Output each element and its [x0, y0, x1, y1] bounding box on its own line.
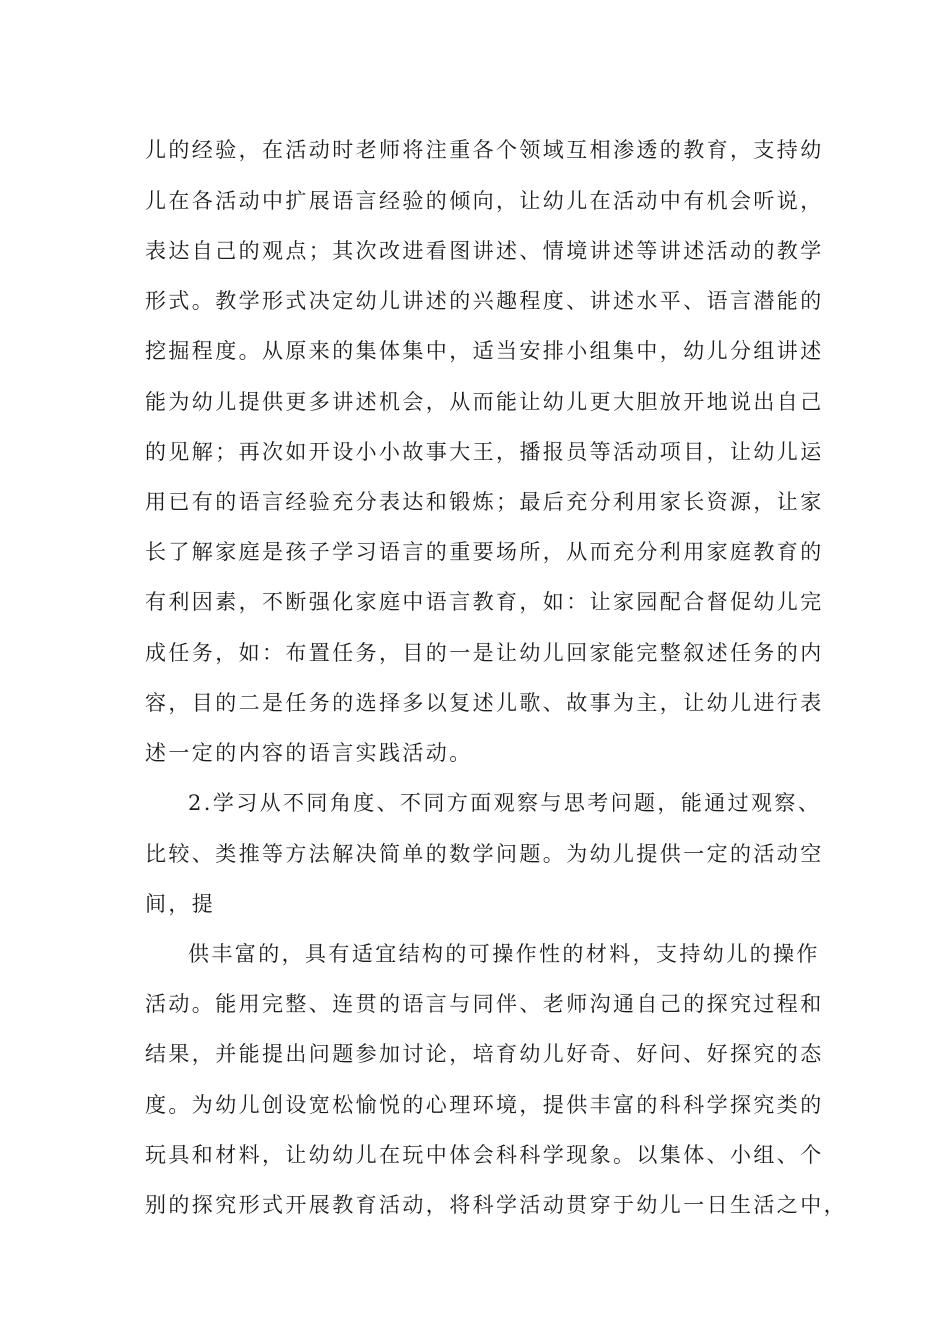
text-line: 表达自己的观点；其次改进看图讲述、情境讲述等讲述活动的教学	[145, 239, 824, 263]
text-line: 能为幼儿提供更多讲述机会，从而能让幼儿更大胆放开地说出自己	[145, 390, 824, 414]
text-line: 活动。能用完整、连贯的语言与同伴、老师沟通自己的探究过程和	[145, 992, 824, 1016]
text-line: 玩具和材料，让幼幼儿在玩中体会科科学现象。以集体、小组、个	[145, 1143, 824, 1167]
text-line: 有利因素，不断强化家庭中语言教育，如：让家园配合督促幼儿完	[145, 590, 824, 614]
text-line: 用已有的语言经验充分表达和锻炼；最后充分利用家长资源，让家	[145, 490, 824, 514]
text-line: 述一定的内容的语言实践活动。	[145, 741, 473, 765]
text-line: 别的探究形式开展教育活动，将科学活动贯穿于幼儿一日生活之中，	[145, 1193, 847, 1217]
text-line: 长了解家庭是孩子学习语言的重要场所，从而充分利用家庭教育的	[145, 540, 824, 564]
text-line: 挖掘程度。从原来的集体集中，适当安排小组集中，幼儿分组讲述	[145, 339, 824, 363]
text-line: 间，提	[145, 892, 216, 916]
text-line: 儿的经验，在活动时老师将注重各个领域互相渗透的教育，支持幼	[145, 138, 824, 162]
text-line: 度。为幼儿创设宽松愉悦的心理环境，提供丰富的科科学探究类的	[145, 1093, 824, 1117]
text-line: 儿在各活动中扩展语言经验的倾向，让幼儿在活动中有机会听说，	[145, 189, 824, 213]
text-line: 比较、类推等方法解决简单的数学问题。为幼儿提供一定的活动空	[145, 842, 824, 866]
text-line: 结果，并能提出问题参加讨论，培育幼儿好奇、好问、好探究的态	[145, 1042, 824, 1066]
text-line-indented: 供丰富的，具有适宜结构的可操作性的材料，支持幼儿的操作	[188, 942, 820, 966]
text-line: 成任务，如：布置任务，目的一是让幼儿回家能完整叙述任务的内	[145, 641, 824, 665]
text-line: 的见解；再次如开设小小故事大王，播报员等活动项目，让幼儿运	[145, 440, 824, 464]
text-line: 形式。教学形式决定幼儿讲述的兴趣程度、讲述水平、语言潜能的	[145, 289, 824, 313]
text-line-indented: 2.学习从不同角度、不同方面观察与思考问题，能通过观察、	[188, 791, 822, 815]
text-line: 容，目的二是任务的选择多以复述儿歌、故事为主，让幼儿进行表	[145, 691, 824, 715]
